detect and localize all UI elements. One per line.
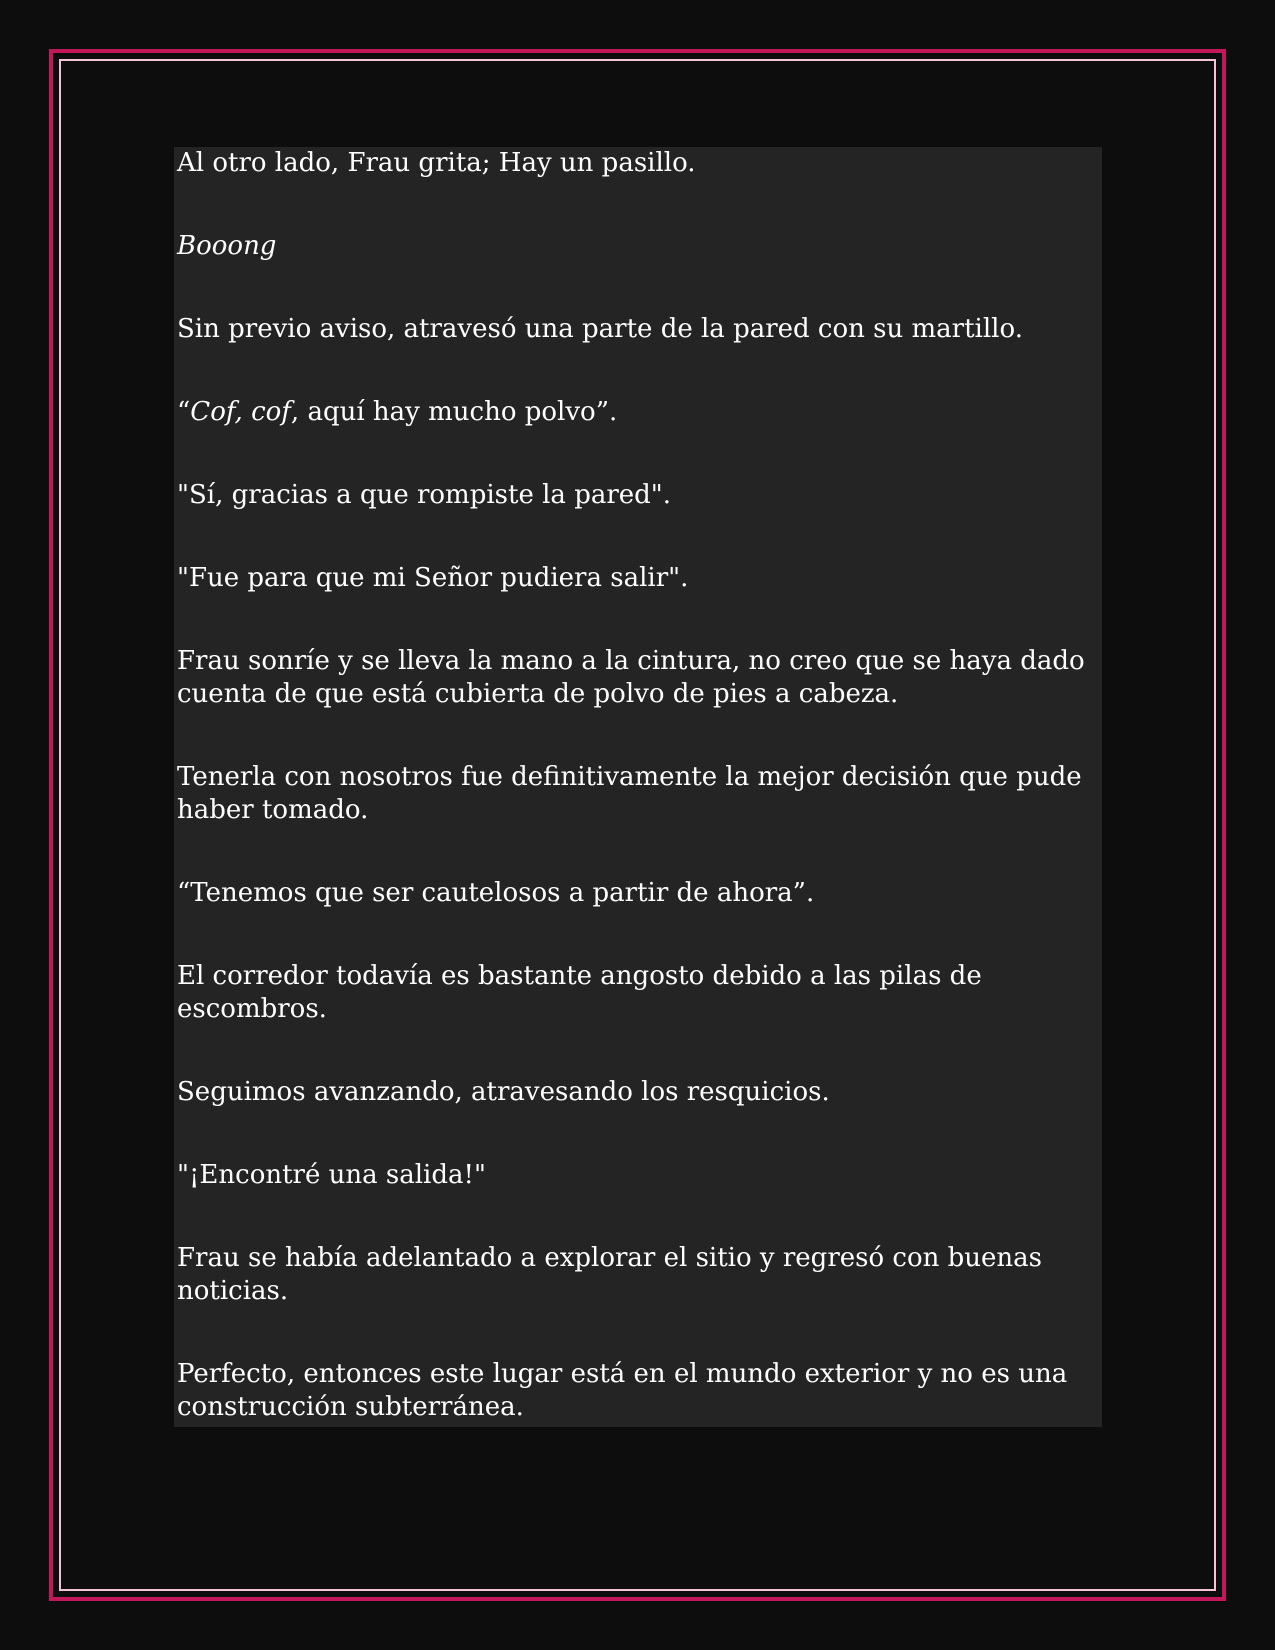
paragraph-4	[177, 396, 1098, 429]
paragraph-10: El corredor todavía es bastante angosto debido a las pilas de escombros.	[177, 961, 982, 1024]
paragraph-2	[177, 230, 1098, 263]
paragraph-11: Seguimos avanzando, atravesando los resquicios.	[177, 1077, 830, 1107]
paragraph-12: "¡Encontré una salida!"	[177, 1160, 486, 1190]
paragraph-7: Frau sonríe y se lleva la mano a la cintura, no creo que se haya dado cuenta de que está cubierta de polvo de pies a cabeza.	[177, 646, 1085, 709]
paragraph-9: “Tenemos que ser cautelosos a partir de ahora”.	[177, 878, 815, 908]
paragraph-3: Sin previo aviso, atravesó una parte de la pared con su martillo.	[177, 314, 1023, 344]
open-quote: “	[177, 397, 191, 427]
paragraph-13: Frau se había adelantado a explorar el sitio y regresó con buenas noticias.	[177, 1243, 1042, 1306]
paragraph-6: "Fue para que mi Señor pudiera salir".	[177, 563, 689, 593]
dialogue-rest: , aquí hay mucho polvo”.	[290, 397, 618, 427]
paragraph-8: Tenerla con nosotros fue definitivamente la mejor decisión que pude haber tomado.	[177, 762, 1082, 825]
sound-effect: Booong	[177, 231, 277, 261]
cough-text: Cof, cof	[190, 397, 291, 427]
paragraph-14: Perfecto, entonces este lugar está en el mundo exterior y no es una construcción subterránea.	[177, 1359, 1068, 1422]
text-panel	[174, 147, 1102, 1427]
paragraph-1: Al otro lado, Frau grita; Hay un pasillo.	[177, 148, 696, 178]
paragraph-5: "Sí, gracias a que rompiste la pared".	[177, 480, 672, 510]
